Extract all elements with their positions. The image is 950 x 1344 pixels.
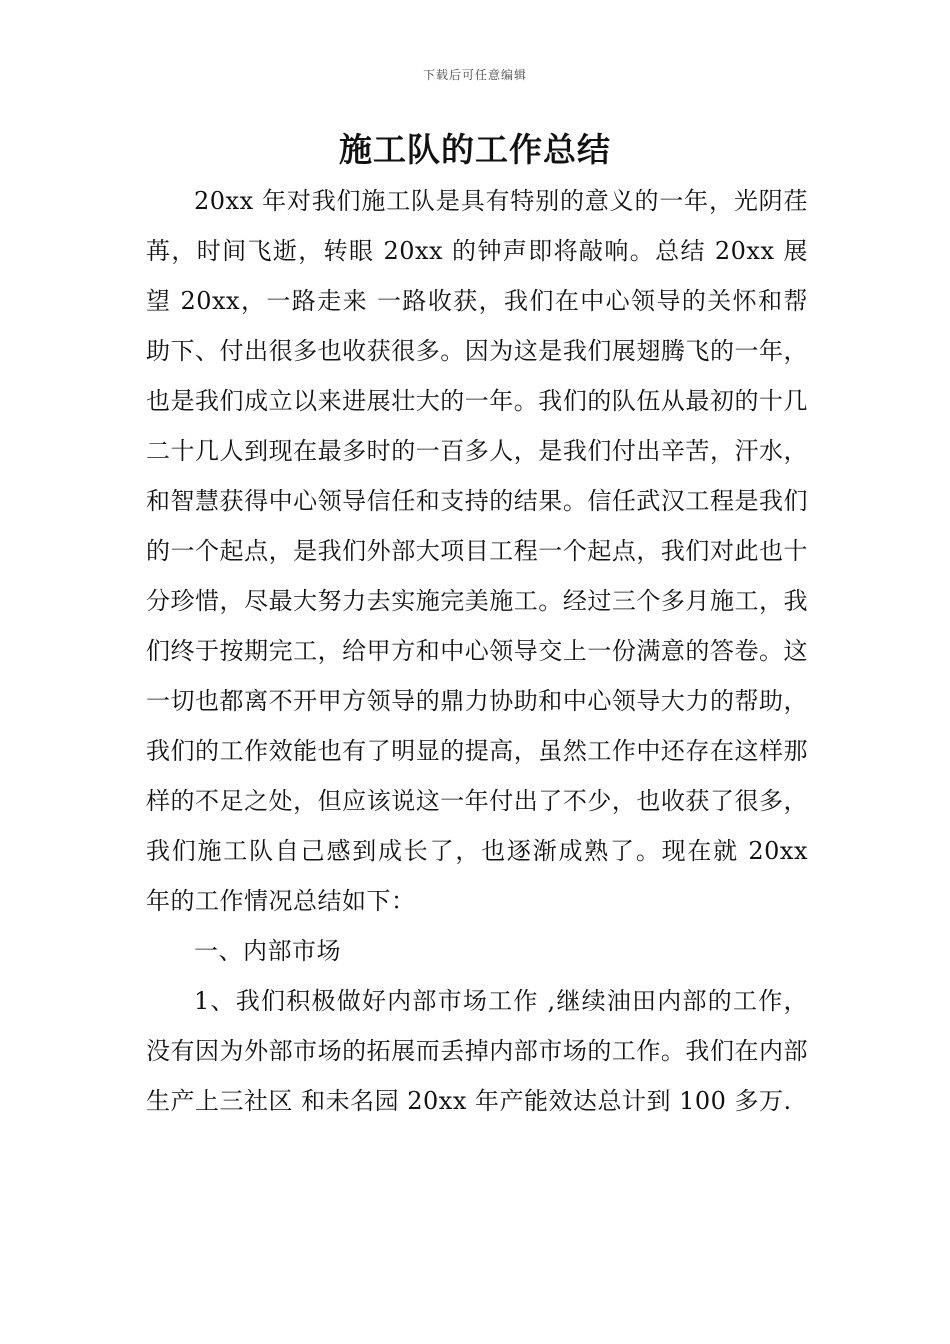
paragraph-intro: 20xx 年对我们施工队是具有特别的意义的一年，光阴荏苒，时间飞逝，转眼 20xx 的钟声即将敲响。总结 20xx 展望 20xx，一路走来 一路收获，我们在中心领导的关怀和帮助下、付出很多也收获很多。因为这是我们展翅腾飞的一年，也是我们成立以来进展壮大的一年。我们的队伍从最初的十几二十几人到现在最多时的一百多人，是我们付出辛苦，汗水，和智慧获得中心领导信任和支持的结果。信任武汉工程是我们的一个起点，是我们外部大项目工程一个起点，我们对此也十分珍惜，尽最大努力去实施完美施工。经过三个多月施工，我们终于按期完工，给甲方和中心领导交上一份满意的答卷。这一切也都离不开甲方领导的鼎力协助和中心领导大力的帮助，我们的工作效能也有了明显的提高，虽然工作中还存在这样那样的不足之处，但应该说这一年付出了不少，也收获了很多，我们施工队自己感到成长了，也逐渐成熟了。现在就 20xx 年的工作情况总结如下：	[146, 187, 808, 915]
section-heading-internal-market: 一、内部市场	[194, 937, 341, 965]
document-body	[146, 176, 808, 1126]
paragraph-item-1: 1、我们积极做好内部市场工作 ,继续油田内部的工作，没有因为外部市场的拓展而丢掉内部市场的工作。我们在内部生产上三社区 和未名园 20xx 年产能效达总计到 100 多万.	[146, 987, 808, 1115]
header-note: 下载后可任意编辑	[422, 68, 527, 82]
document-title: 施工队的工作总结	[339, 130, 611, 169]
